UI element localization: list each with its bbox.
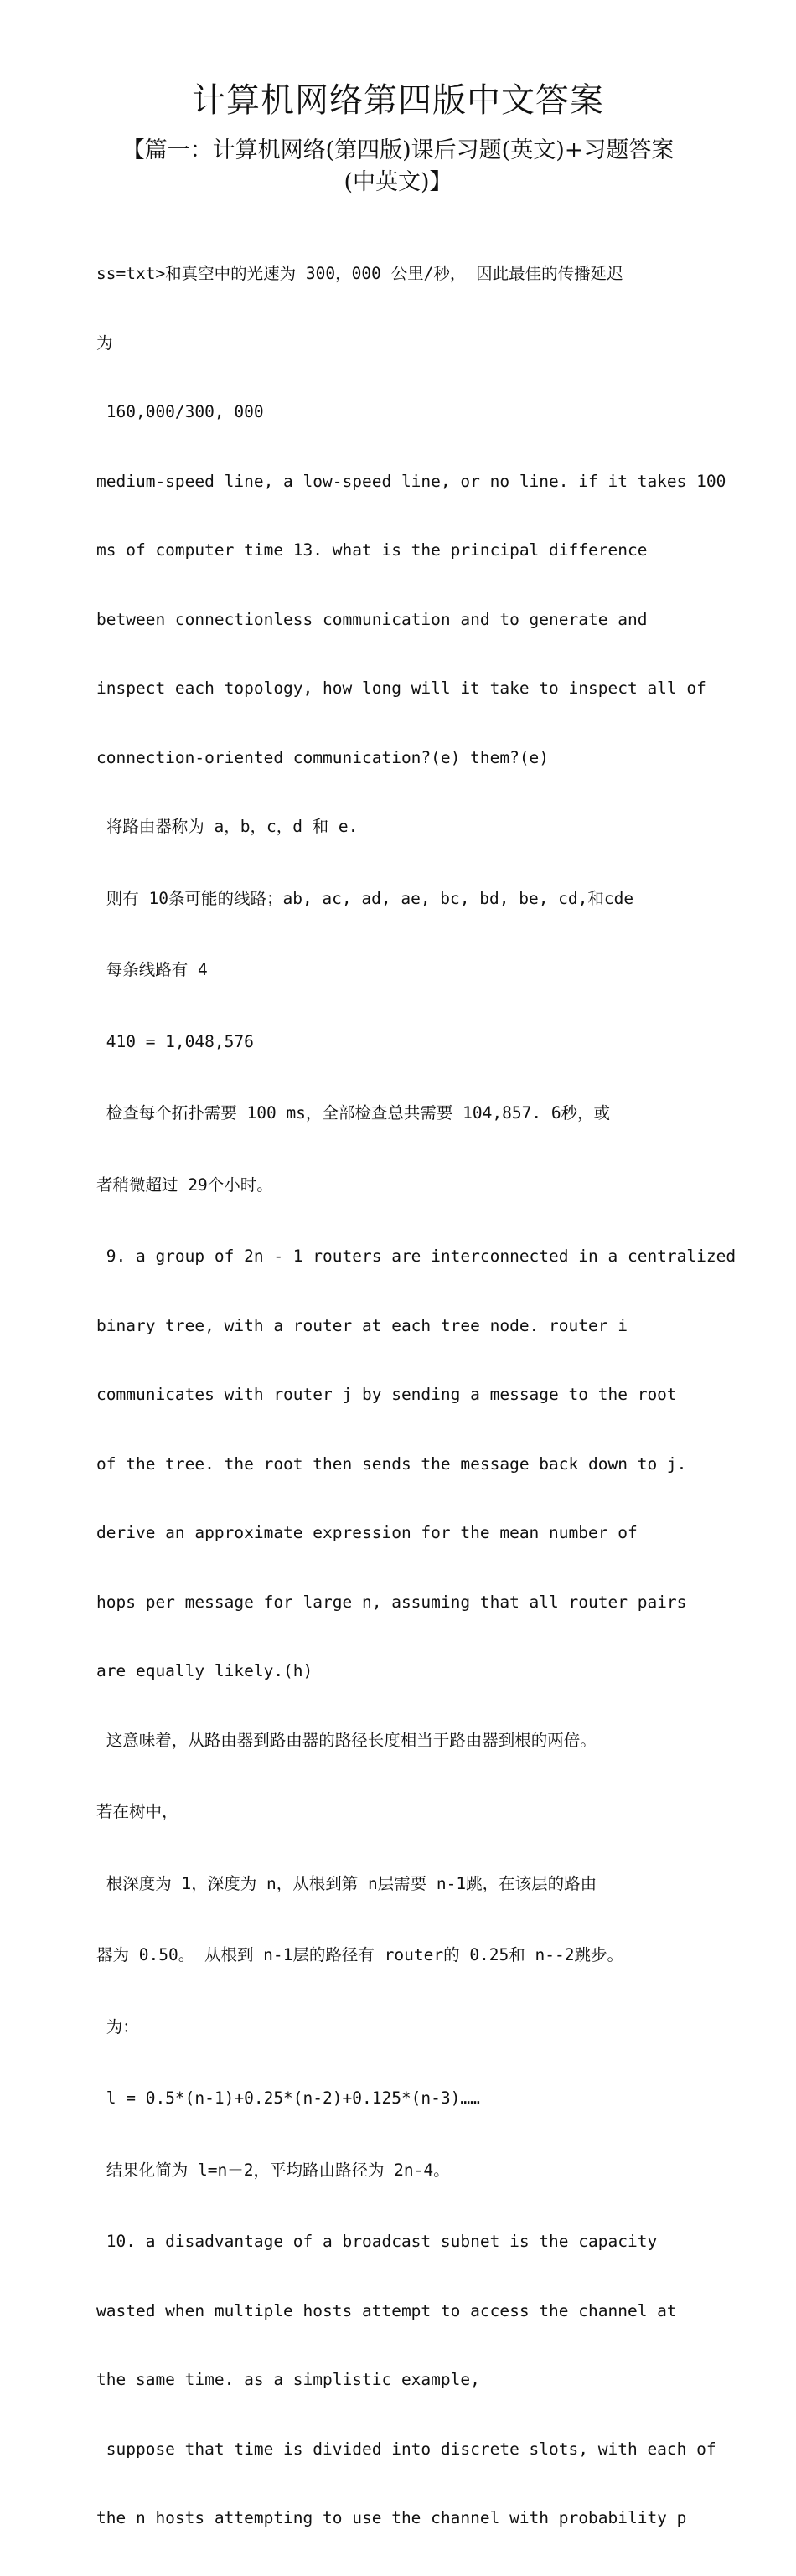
text-line: inspect each topology, how long will it take to inspect all of xyxy=(96,679,706,698)
text-line: 这意味着，从路由器到路由器的路径长度相当于路由器到根的两倍。 xyxy=(96,1730,597,1750)
text-line: connection-oriented communication?(e) them?(e) xyxy=(96,747,550,767)
document-body xyxy=(96,216,767,2576)
text-line: ms of computer time 13. what is the principal difference xyxy=(96,540,648,560)
text-line: 根深度为 1，深度为 n，从根到第 n层需要 n-1跳，在该层的路由 xyxy=(96,1873,597,1893)
text-line: 为： xyxy=(96,2016,139,2037)
text-line: 410 = 1,048,576 xyxy=(96,1031,254,1051)
text-line: 器为 0.50。 从根到 n-1层的路径有 router的 0.25和 n--2跳步。 xyxy=(96,1945,623,1964)
document-title: 计算机网络第四版中文答案 xyxy=(192,81,604,120)
text-line: 若在树中， xyxy=(96,1802,178,1821)
text-line: 者稍微超过 29个小时。 xyxy=(96,1174,273,1195)
text-line: of the tree. the root then sends the message back down to j. xyxy=(96,1453,687,1474)
text-line: l = 0.5*(n-1)+0.25*(n-2)+0.125*(n-3)…… xyxy=(96,2088,480,2108)
text-line: 结果化简为 l=n－2，平均路由路径为 2n-4。 xyxy=(96,2160,450,2180)
text-line: hops per message for large n, assuming that all router pairs xyxy=(96,1592,687,1612)
text-line: suppose that time is divided into discrete slots, with each of xyxy=(96,2439,716,2459)
text-line: 检查每个拓扑需要 100 ms，全部检查总共需要 104,857. 6秒，或 xyxy=(96,1103,611,1123)
document-subtitle-continued: (中英文)】 xyxy=(344,169,452,195)
text-line: are equally likely.(h) xyxy=(96,1661,313,1680)
text-line: communicates with router j by sending a message to the root xyxy=(96,1385,677,1404)
document-subtitle: 【篇一：计算机网络(第四版)课后习题(英文)+习题答案 xyxy=(121,137,675,163)
text-line: derive an approximate expression for the mean number of xyxy=(96,1523,638,1542)
text-line: 9. a group of 2n - 1 routers are interconnected in a centralized xyxy=(96,1247,737,1266)
text-line: 为 xyxy=(96,333,113,353)
text-line: 则有 10条可能的线路；ab, ac, ad, ae, bc, bd, be, cd,和cde xyxy=(96,888,634,908)
text-line: the n hosts attempting to use the channel with probability p xyxy=(96,2508,687,2527)
text-line: 每条线路有 4 xyxy=(96,960,208,979)
text-line: 10. a disadvantage of a broadcast subnet is the capacity xyxy=(96,2232,658,2251)
text-line: the same time. as a simplistic example, xyxy=(96,2370,480,2389)
text-line: ss=txt>和真空中的光速为 300，000 公里/秒， 因此最佳的传播延迟 xyxy=(96,264,623,283)
text-line: 将路由器称为 a，b，c，d 和 e. xyxy=(96,817,359,836)
text-line: between connectionless communication and to generate and xyxy=(96,609,648,629)
text-line: 160,000/300, 000 xyxy=(96,402,264,421)
text-line: wasted when multiple hosts attempt to access the channel at xyxy=(96,2300,677,2320)
text-line: binary tree, with a router at each tree node. router i xyxy=(96,1315,628,1335)
text-line: medium-speed line, a low-speed line, or no line. if it takes 100 xyxy=(96,471,726,491)
